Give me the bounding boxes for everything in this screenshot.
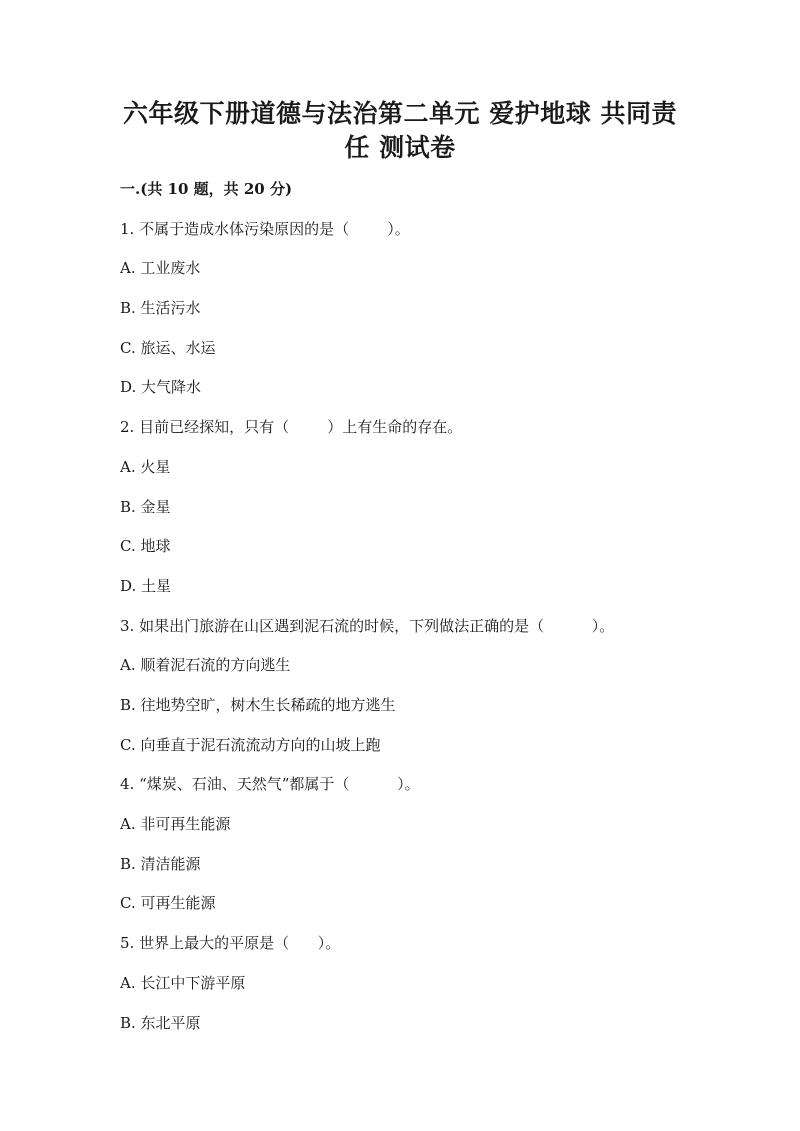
option-4c: C. 可再生能源 (120, 894, 216, 912)
question-4: 4. “煤炭、石油、天然气”都属于（ ）。 (120, 775, 420, 793)
option-2a: A. 火星 (120, 458, 171, 476)
section-heading: 一.(共 10 题，共 20 分) (120, 180, 293, 198)
option-3c: C. 向垂直于泥石流流动方向的山坡上跑 (120, 736, 381, 754)
option-3a: A. 顺着泥石流的方向逃生 (120, 656, 291, 674)
option-4b: B. 清洁能源 (120, 855, 201, 873)
option-1c: C. 旅运、水运 (120, 339, 216, 357)
option-5b: B. 东北平原 (120, 1014, 201, 1032)
question-2: 2. 目前已经探知，只有（ ）上有生命的存在。 (120, 418, 463, 436)
page-title-line-2: 任 测试卷 (344, 133, 456, 162)
page-title-line-1: 六年级下册道德与法治第二单元 爱护地球 共同责 (123, 99, 677, 128)
option-2d: D. 土星 (120, 577, 172, 595)
question-3: 3. 如果出门旅游在山区遇到泥石流的时候，下列做法正确的是（ ）。 (120, 617, 615, 635)
option-1b: B. 生活污水 (120, 299, 201, 317)
option-5a: A. 长江中下游平原 (120, 974, 246, 992)
option-1d: D. 大气降水 (120, 378, 202, 396)
option-2c: C. 地球 (120, 537, 171, 555)
option-1a: A. 工业废水 (120, 259, 201, 277)
question-1: 1. 不属于造成水体污染原因的是（ ）。 (120, 220, 410, 238)
question-5: 5. 世界上最大的平原是（ ）。 (120, 934, 341, 952)
option-4a: A. 非可再生能源 (120, 815, 231, 833)
option-2b: B. 金星 (120, 498, 171, 516)
option-3b: B. 往地势空旷，树木生长稀疏的地方逃生 (120, 696, 396, 714)
